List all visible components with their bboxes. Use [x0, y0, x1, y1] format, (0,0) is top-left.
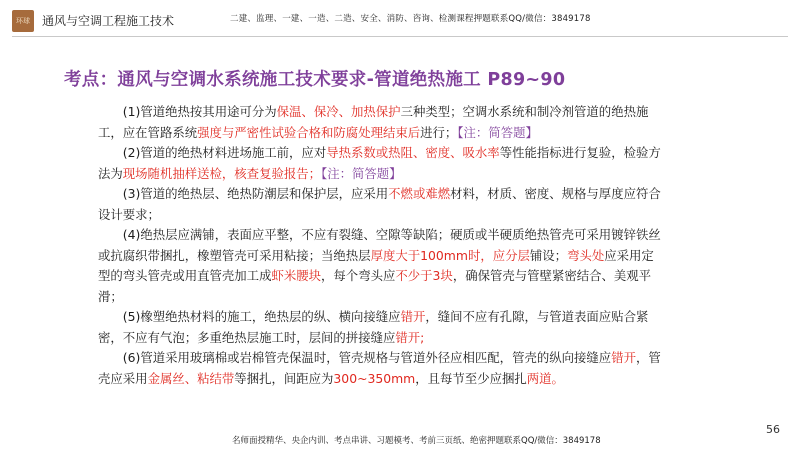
body-text: (5)橡塑绝热材料的施工，绝热层的纵、横向接缝应 [122, 309, 401, 324]
header-contact-note: 二建、监理、一建、一造、二造、安全、消防、咨询、检测课程押题联系QQ/微信：3849178 [230, 14, 591, 24]
emphasis-text: 弯头处 [567, 247, 605, 263]
emphasis-text: 300~350mm [333, 370, 416, 386]
emphasis-text: 不燃或难燃 [388, 186, 451, 201]
body-text: 铺设； [529, 247, 568, 263]
body-text: 应采用定型的弯头管壳或用直管壳加工成 [98, 247, 654, 283]
emphasis-text: 导热系数或热阻、密度、吸水率 [326, 145, 500, 160]
body-text: ，确保管壳与管壁紧密结合、美观平滑； [98, 268, 652, 304]
slide-content [98, 102, 664, 389]
body-text: (2)管道的绝热材料进场施工前，应对 [122, 145, 327, 160]
note-text: 【注：简答题】 [321, 165, 402, 181]
emphasis-text: 强度与严密性试验合格和防腐处理结束后 [197, 124, 421, 140]
emphasis-text: 错开 [400, 309, 426, 324]
paragraph-6 [98, 348, 664, 389]
emphasis-text: 不少于3块 [395, 268, 453, 283]
emphasis-text: 保温、保冷、加热保护 [276, 104, 401, 119]
paragraph-1 [98, 102, 664, 143]
body-text: (6)管道采用玻璃棉或岩棉管壳保温时，管壳规格与管道外径应相匹配，管壳的纵向接缝应 [122, 350, 612, 365]
paragraph-3 [98, 184, 664, 225]
body-text: (4)绝热层应满铺，表面应平整，不应有裂缝、空隙等缺陷；硬质或半硬质绝热管壳可采用镀锌铁丝或抗腐织带捆扎，橡塑管壳可采用粘接；当绝热层 [98, 227, 661, 263]
emphasis-text: 错开; [395, 329, 425, 345]
paragraph-4 [98, 225, 664, 307]
emphasis-text: 虾米腰块 [271, 268, 322, 283]
emphasis-text: 错开 [611, 350, 636, 365]
body-text: (1)管道绝热按其用途可分为 [122, 104, 277, 119]
emphasis-text: 金属丝、粘结带 [147, 370, 235, 386]
paragraph-2 [98, 143, 664, 184]
top-bar [0, 0, 800, 36]
body-text: (3)管道的绝热层、绝热防潮层和保护层，应采用 [122, 186, 389, 201]
body-text: ，管壳应采用 [98, 350, 661, 386]
emphasis-text: 现场随机抽样送检，核查复验报告； [122, 165, 322, 181]
header-divider [12, 36, 788, 37]
body-text: 等性能指标进行复验，检验方法为 [98, 145, 661, 181]
body-text: ，每个弯头应 [321, 268, 396, 283]
note-text: 【注：简答题】 [457, 124, 538, 140]
paragraph-5 [98, 307, 664, 348]
emphasis-text: 厚度大于100mm时，应分层 [370, 247, 530, 263]
body-text: 三种类型；空调水系统和制冷剂管道的绝热施工，应在管路系统 [98, 104, 649, 140]
brand-logo: 环球 [12, 10, 34, 32]
body-text: ，缝间不应有孔隙，与管道表面应贴合紧密，不应有气泡；多重绝热层施工时，层间的拼接缝应 [98, 309, 649, 345]
footer-contact-note: 名师面授精华、央企内训、考点串讲、习题模考、考前三页纸、绝密押题联系QQ/微信：3849178 [232, 436, 601, 446]
body-text: 等捆扎，间距应为 [234, 370, 334, 386]
slide-heading: 考点：通风与空调水系统施工技术要求-管道绝热施工 P89~90 [64, 70, 566, 90]
page-number: 56 [766, 423, 780, 436]
course-title: 通风与空调工程施工技术 [42, 14, 175, 28]
body-text: 进行； [420, 124, 458, 140]
body-text: ，且每节至少应捆扎 [415, 370, 527, 386]
body-text: 材料，材质、密度、规格与厚度应符合设计要求； [98, 186, 661, 222]
emphasis-text: 两道。 [526, 370, 564, 386]
